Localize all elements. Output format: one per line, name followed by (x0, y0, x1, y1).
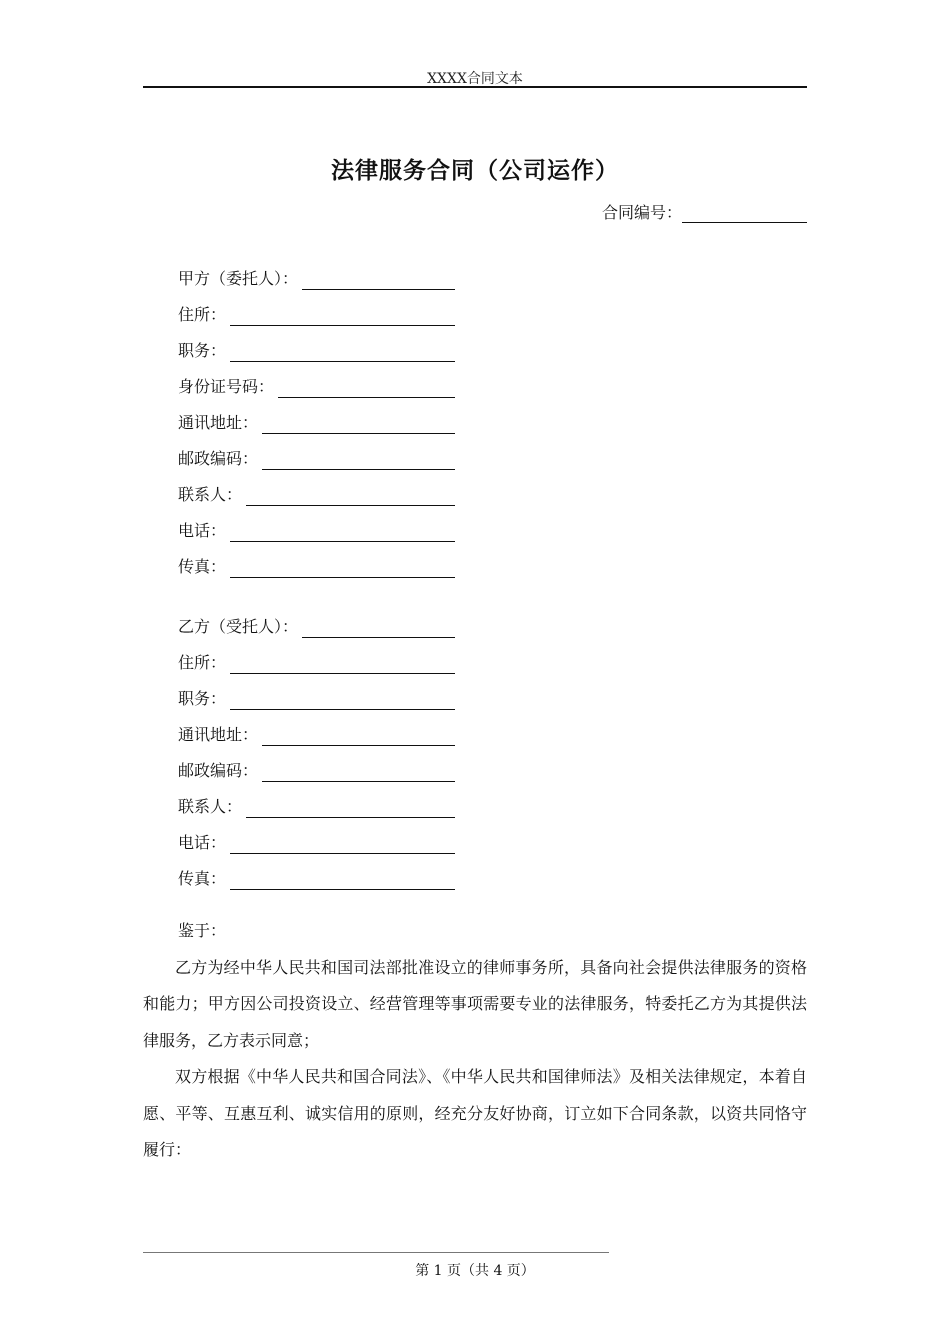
party-a-id-row (178, 362, 455, 398)
field-label: 邮政编码： (178, 761, 259, 780)
field-label: 身份证号码： (178, 377, 275, 396)
fill-blank[interactable] (230, 521, 455, 542)
fill-blank[interactable] (262, 449, 455, 470)
party-a-contact-row (178, 470, 455, 506)
fill-blank[interactable] (230, 341, 455, 362)
fill-blank[interactable] (262, 413, 455, 434)
footer-divider (143, 1252, 609, 1253)
field-label: 传真： (178, 557, 227, 576)
field-label: 乙方（受托人）： (178, 617, 299, 636)
party-a-fax-row (178, 542, 455, 578)
page-header: XXXX合同文本 (427, 71, 523, 87)
party-a-postcode-row (178, 434, 455, 470)
contract-number-label: 合同编号： (601, 203, 682, 222)
field-label: 职务： (178, 689, 227, 708)
contract-number-blank[interactable] (682, 204, 807, 223)
party-a-position-row (178, 326, 455, 362)
fill-blank[interactable] (302, 269, 455, 290)
field-label: 传真： (178, 869, 227, 888)
party-a-mailing-row (178, 398, 455, 434)
header-divider (143, 86, 807, 88)
fill-blank[interactable] (230, 869, 455, 890)
fill-blank[interactable] (230, 653, 455, 674)
fill-blank[interactable] (262, 761, 455, 782)
fill-blank[interactable] (230, 557, 455, 578)
field-label: 邮政编码： (178, 449, 259, 468)
field-label: 住所： (178, 305, 227, 324)
party-b-phone-row (178, 818, 455, 854)
fill-blank[interactable] (262, 725, 455, 746)
whereas-heading: 鉴于： (178, 921, 227, 940)
preamble-paragraph-2: 双方根据《中华人民共和国合同法》、《中华人民共和国律师法》及相关法律规定，本着自愿、平等、互惠互利、诚实信用的原则，经充分友好协商，订立如下合同条款，以资共同恪守履行： (143, 1067, 807, 1159)
fill-blank[interactable] (230, 833, 455, 854)
contract-preamble (143, 913, 807, 1169)
fill-blank[interactable] (278, 377, 455, 398)
party-a-name-row (178, 254, 455, 290)
fill-blank[interactable] (230, 689, 455, 710)
field-label: 电话： (178, 521, 227, 540)
page-number: 第 1 页（共 4 页） (415, 1263, 535, 1279)
field-label: 电话： (178, 833, 227, 852)
party-b-address-row (178, 638, 455, 674)
field-label: 通讯地址： (178, 413, 259, 432)
party-b-postcode-row (178, 746, 455, 782)
party-b-fax-row (178, 854, 455, 890)
party-a-address-row (178, 290, 455, 326)
field-label: 甲方（委托人）： (178, 269, 299, 288)
preamble-paragraph-1: 乙方为经中华人民共和国司法部批准设立的律师事务所，具备向社会提供法律服务的资格和能力；甲方因公司投资设立、经营管理等事项需要专业的法律服务，特委托乙方为其提供法律服务，乙方表示同意； (143, 957, 807, 1050)
fill-blank[interactable] (246, 797, 455, 818)
fill-blank[interactable] (246, 485, 455, 506)
field-label: 联系人： (178, 797, 243, 816)
document-title: 法律服务合同（公司运作） (331, 158, 619, 184)
fill-blank[interactable] (302, 617, 455, 638)
field-label: 职务： (178, 341, 227, 360)
field-label: 住所： (178, 653, 227, 672)
party-b-section (178, 602, 455, 890)
contract-number (602, 200, 807, 223)
party-b-mailing-row (178, 710, 455, 746)
party-b-name-row (178, 602, 455, 638)
party-b-contact-row (178, 782, 455, 818)
field-label: 通讯地址： (178, 725, 259, 744)
party-a-phone-row (178, 506, 455, 542)
party-a-section (178, 254, 455, 578)
party-b-position-row (178, 674, 455, 710)
field-label: 联系人： (178, 485, 243, 504)
fill-blank[interactable] (230, 305, 455, 326)
